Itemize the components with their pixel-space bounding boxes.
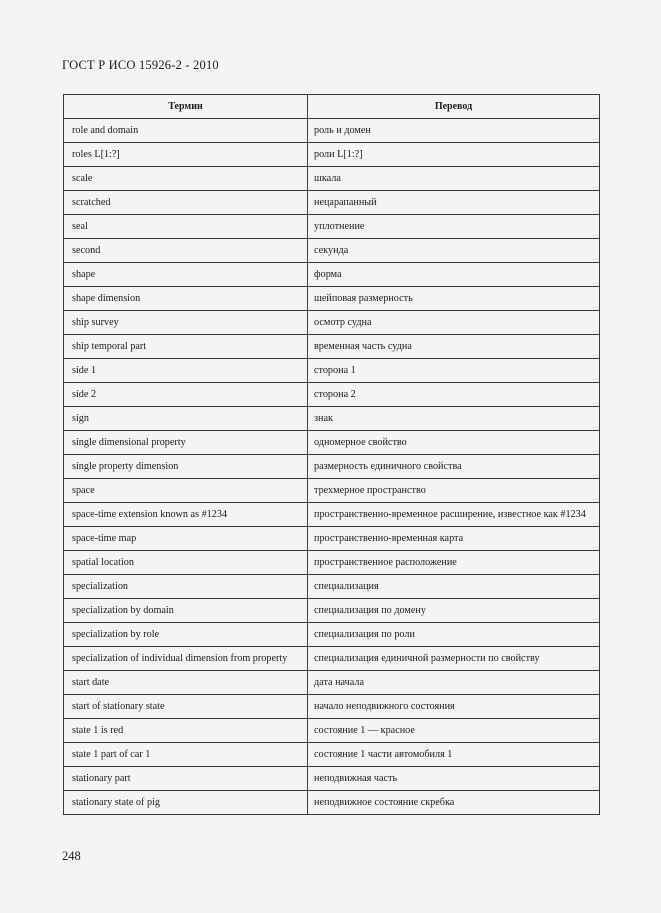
term-cell: specialization by role bbox=[64, 623, 308, 647]
table-row bbox=[64, 479, 600, 503]
table-row bbox=[64, 455, 600, 479]
translation-cell: размерность единичного свойства bbox=[308, 455, 600, 479]
translation-cell: одномерное свойство bbox=[308, 431, 600, 455]
term-cell: spatial location bbox=[64, 551, 308, 575]
translation-cell: шкала bbox=[308, 167, 600, 191]
table-row bbox=[64, 503, 600, 527]
glossary-table bbox=[63, 94, 600, 815]
translation-cell: специализация по роли bbox=[308, 623, 600, 647]
table-row bbox=[64, 311, 600, 335]
term-cell: start of stationary state bbox=[64, 695, 308, 719]
translation-cell: знак bbox=[308, 407, 600, 431]
table-row bbox=[64, 551, 600, 575]
term-cell: specialization bbox=[64, 575, 308, 599]
table-row bbox=[64, 239, 600, 263]
term-cell: roles L[1:?] bbox=[64, 143, 308, 167]
translation-cell: пространственно-временная карта bbox=[308, 527, 600, 551]
term-cell: state 1 part of car 1 bbox=[64, 743, 308, 767]
term-cell: stationary part bbox=[64, 767, 308, 791]
translation-cell: неподвижное состояние скребка bbox=[308, 791, 600, 815]
table-row bbox=[64, 143, 600, 167]
term-cell: space bbox=[64, 479, 308, 503]
table-row bbox=[64, 359, 600, 383]
translation-cell: форма bbox=[308, 263, 600, 287]
term-cell: shape dimension bbox=[64, 287, 308, 311]
translation-cell: нецарапанный bbox=[308, 191, 600, 215]
term-cell: second bbox=[64, 239, 308, 263]
translation-cell: начало неподвижного состояния bbox=[308, 695, 600, 719]
translation-cell: пространственное расположение bbox=[308, 551, 600, 575]
translation-cell: уплотнение bbox=[308, 215, 600, 239]
translation-cell: состояние 1 части автомобиля 1 bbox=[308, 743, 600, 767]
term-cell: start date bbox=[64, 671, 308, 695]
translation-cell: секунда bbox=[308, 239, 600, 263]
term-cell: single property dimension bbox=[64, 455, 308, 479]
term-cell: sign bbox=[64, 407, 308, 431]
table-row bbox=[64, 167, 600, 191]
table-row bbox=[64, 575, 600, 599]
translation-cell: временная часть судна bbox=[308, 335, 600, 359]
term-cell: state 1 is red bbox=[64, 719, 308, 743]
term-cell: ship survey bbox=[64, 311, 308, 335]
term-cell: scale bbox=[64, 167, 308, 191]
translation-cell: роли L[1:?] bbox=[308, 143, 600, 167]
table-row bbox=[64, 695, 600, 719]
translation-cell: трехмерное пространство bbox=[308, 479, 600, 503]
table-row bbox=[64, 671, 600, 695]
translation-cell: сторона 1 bbox=[308, 359, 600, 383]
term-cell: specialization of individual dimension from property bbox=[64, 647, 308, 671]
term-cell: specialization by domain bbox=[64, 599, 308, 623]
term-cell: side 2 bbox=[64, 383, 308, 407]
term-cell: stationary state of pig bbox=[64, 791, 308, 815]
page-number: 248 bbox=[62, 849, 81, 863]
table-row bbox=[64, 743, 600, 767]
translation-cell: специализация единичной размерности по свойству bbox=[308, 647, 600, 671]
term-cell: space-time extension known as #1234 bbox=[64, 503, 308, 527]
table-row bbox=[64, 647, 600, 671]
table-row bbox=[64, 119, 600, 143]
translation-cell: дата начала bbox=[308, 671, 600, 695]
translation-cell: шейповая размерность bbox=[308, 287, 600, 311]
table-row bbox=[64, 767, 600, 791]
term-cell: scratched bbox=[64, 191, 308, 215]
table-row bbox=[64, 623, 600, 647]
translation-cell: сторона 2 bbox=[308, 383, 600, 407]
translation-cell: специализация bbox=[308, 575, 600, 599]
translation-cell: роль и домен bbox=[308, 119, 600, 143]
term-cell: shape bbox=[64, 263, 308, 287]
table-row bbox=[64, 263, 600, 287]
table-row bbox=[64, 791, 600, 815]
translation-cell: осмотр судна bbox=[308, 311, 600, 335]
table-row bbox=[64, 383, 600, 407]
table-header-row bbox=[64, 95, 600, 119]
column-header-translation: Перевод bbox=[308, 95, 600, 119]
table-row bbox=[64, 527, 600, 551]
table-row bbox=[64, 431, 600, 455]
term-cell: space-time map bbox=[64, 527, 308, 551]
table-row bbox=[64, 215, 600, 239]
table-row bbox=[64, 599, 600, 623]
term-cell: side 1 bbox=[64, 359, 308, 383]
glossary-body bbox=[64, 119, 600, 815]
document-header: ГОСТ Р ИСО 15926-2 - 2010 bbox=[62, 58, 219, 72]
translation-cell: неподвижная часть bbox=[308, 767, 600, 791]
term-cell: ship temporal part bbox=[64, 335, 308, 359]
table-row bbox=[64, 191, 600, 215]
term-cell: seal bbox=[64, 215, 308, 239]
term-cell: role and domain bbox=[64, 119, 308, 143]
translation-cell: специализация по домену bbox=[308, 599, 600, 623]
table-row bbox=[64, 719, 600, 743]
translation-cell: пространственно-временное расширение, известное как #1234 bbox=[308, 503, 600, 527]
term-cell: single dimensional property bbox=[64, 431, 308, 455]
column-header-term: Термин bbox=[64, 95, 308, 119]
table-row bbox=[64, 287, 600, 311]
translation-cell: состояние 1 — красное bbox=[308, 719, 600, 743]
table-row bbox=[64, 407, 600, 431]
table-row bbox=[64, 335, 600, 359]
